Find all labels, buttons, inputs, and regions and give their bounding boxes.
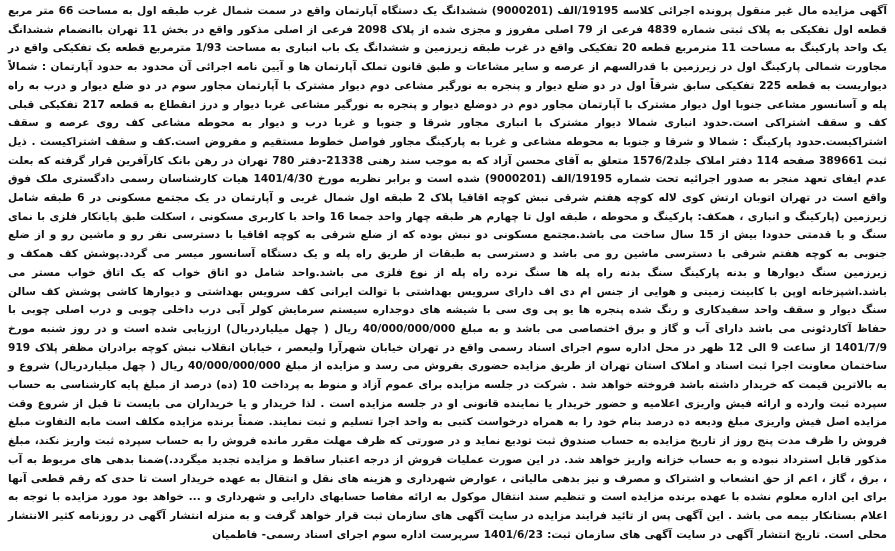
auction-notice-text: آگهی مزایده مال غیر منقول پرونده اجرائی کلاسه 19195/الف (9000201) ششدانگ یک دستگاه آپارتمان واقع در سمت شمال غرب طبقه اول به مساحت 66 متر مربع قطعه اول تفکیکی به پلاک ثبتی شماره 4839 فرعی از 79 اصلی مفروز و مجزی شده از پلاک 2098 فرعی از اصلی مذکور واقع در بخش 11 تهران باانضمام ششدانگ یک واحد پارکینگ به مساحت 11 مترمربع قطعه 20 تفکیکی واقع در غرب طبقه زیرزمین و ششدانگ یک باب انباری به مساحت 1/93 مترمربع قطعه یک تفکیکی واقع در مجاورت شمالی پارکینگ اول در زیرزمین با قدرالسهم از عرصه و سایر مشاعات و طبق قانون تملک آپارتمان ها و آیین نامه اجرائی آن محدود به حدود آپارتمان : شمالاً دیواریست به قطعه 225 تفکیکی سابق شرقاً اول در دو ضلع دیوار و پنجره به نورگیر مشاعی دوم دیوار مشترک با آپارتمان مجاور سوم در دو ضلع دیوار و درب به راه پله و آسانسور مشاعی جنوبا اول دیوار مشترک با آپارتمان مجاور دوم در دوضلع دیوار و پنجره به نورگیر مشاعی غربا دیوار و درز انقطاع به قطعه 217 تفکیکی قبلی کف و سقف اشتراکی است.حدود انباری شمالا دیوار مشترک با انباری مجاور شرقا و جنوبا و غربا درب و دیوار به محوطه مشاعی کف روی عرصه و سقف اشتراکیست.حدود پارکینگ : شمالا و شرقا و جنوبا به محوطه مشاعی و غربا به پارکینگ مجاور فواصل خطوط مستقیم و مفروض است.کف و سقف اشتراکیست . ذیل ثبت 389661 صفحه 114 دفتر املاک جلد1576/2 متعلق به آقای محسن آزاد که به موجب سند رهنی 21338-دفتر 780 تهران در رهن بانک کارآفرین قرار گرفته که بعلت عدم ایفای تعهد منجر به صدور اجرائیه تحت شماره 19195/الف (9000201) شده است و برابر نظریه مورخ 1401/4/30 هیات کارشناسان رسمی دادگستری ملک فوق واقع است در تهران اتوبان ارتش کوی لاله کوچه هفتم شرقی نبش کوچه اقاقیا پلاک 2 طبقه اول شمال غربی و آپارتمان در یک مجتمع مسکونی در 6 طبقه شامل زیرزمین (پارکینگ و انباری ، همکف: پارکینگ و محوطه ، طبقه اول تا چهارم هر طبقه چهار واحد جمعا 16 واحد با کاربری مسکونی ، اسکلت طبق پایانکار فلزی با نمای سنگ و با قدمتی حدودا بیش از 15 سال ساخت می باشد.مجتمع مسکونی دو نبش بوده که از ضلع شرقی به کوچه اقاقیا با دسترسی نفر رو و ماشین رو و از ضلع جنوبی به کوچه هفتم شرقی با دسترسی ماشین رو می باشد و دسترسی به طبقات از طریق راه پله و یک دستگاه آسانسور میسر می گردد.پوشش کف همکف و زیرزمین سنگ دیوارها و بدنه پارکینگ سنگ بدنه راه پله ها سنگ نرده راه پله از نوع فلزی می باشد.واحد شامل دو اتاق خواب که یک اتاق خواب مستر می باشد.اشپزخانه اوپن با کابینت زمینی و هوایی از جنس ام دی اف دارای سرویس بهداشتی با توالت ایرانی کف سرویس بهداشتی و دیوارها کاشی پوشش کف سالن سنگ دیوار و سقف واحد سفیدکاری و رنگ شده پنجره ها یو پی وی سی با شیشه های دوجداره سیستم سرمایش کولر آبی درب داخلی چوبی و درب اصلی چوبی با حفاظ آکاردئونی می باشد دارای آب و گاز و برق اختصاصی می باشد و به مبلغ 40/000/000/000 ریال ( چهل میلیاردریال) ارزیابی شده است و در روز شنبه مورخ 1401/7/9 از ساعت 9 الی 12 ظهر در محل اداره سوم اجرای اسناد رسمی واقع در تهران خیابان شهرآرا ولیعصر ، خیابان انقلاب نبش کوچه برادران مظفر پلاک 919 ساختمان معاونت اجرا ثبت اسناد و املاک استان تهران از طریق مزایده حضوری بفروش می رسد و مزایده از مبلغ 40/000/000/000 ریال ( چهل میلیاردریال) شروع و به بالاترین قیمت که خریدار داشته باشد فروخته خواهد شد . شرکت در جلسه مزایده برای عموم آزاد و منوط به پرداخت 10 (ده) درصد از مبلغ پایه کارشناسی به حساب سپرده ثبت وارده و ارائه فیش واریزی اعلامیه و حضور خریدار یا نماینده قانونی او در جلسه مزایده است . لذا خریدار و یا خریداران می بایست تا قبل از شروع وقت مزایده اصل فیش واریزی مبلغ ودیعه ده درصد بنام خود را به همراه درخواست کتبی به واحد اجرا تسلیم و ثبت نمایند. ضمناً برنده مزایده مکلف است مابه التفاوت مبلغ فروش را ظرف مدت پنج روز از تاریخ مزایده به حساب صندوق ثبت تودیع نماید و در صورتی که ظرف مهلت مقرر مانده فروش را به حساب سپرده ثبت واریز نکند، مبلغ مذکور قابل استرداد نبوده و به حساب خزانه واریز خواهد شد. در این صورت عملیات فروش از درجه اعتبار ساقط و مزایده تجدید میگردد.)ضمنا بدهی های مربوط به آب ، برق ، گاز ، اعم از حق انشعاب و اشتراک و مصرف و نیز بدهی مالیاتی ، عوارض شهرداری و هزینه های نقل و انتقال به عهده خریدار است تا حدی که رقم قطعی آنها برای این اداره معلوم نشده با عهده برنده مزایده است و تنظیم سند انتقال موکول به ارائه مفاصا حسابهای دارایی و شهرداری و ... خواهد بود مورد مزایده با توجه به اعلام بستانکار بیمه می باشد . این آگهی پس از تائید فرایند مزایده در سایت آگهی های سازمان ثبت قرار خواهد گرفت و به منزله انتشار آگهی در روزنامه کثیر الانتشار محلی است. تاریخ انتشار آگهی در سایت آگهی های سازمان ثبت: 1401/6/23 سرپرست اداره سوم اجرای اسناد رسمی- فاطمیان bbox=[8, 5, 888, 541]
